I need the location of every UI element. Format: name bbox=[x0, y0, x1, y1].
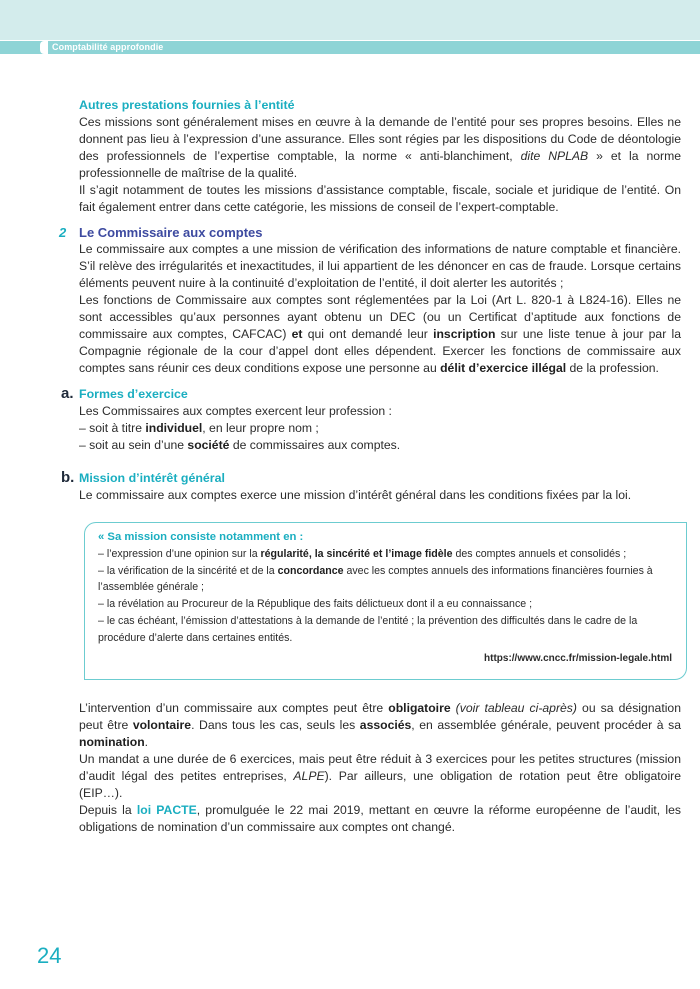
text: sur une liste tenue à jour par la Compagnie régionale de la cour d’appel dont elles dépendent. Exercer les fonctions de commissaire aux comptes sans réunir ces deux conditions expose une personne au bbox=[79, 327, 682, 375]
list-item bbox=[79, 437, 681, 454]
bold-text: et bbox=[291, 327, 303, 341]
intro-block bbox=[79, 97, 681, 216]
page-number: 24 bbox=[37, 943, 62, 968]
subsection-letter: b. bbox=[61, 469, 75, 486]
text: Les fonctions de Commissaire aux comptes sont réglementées par la Loi (Art L. 820-1 à L824-16). Elles ne sont accessibles qu’aux personnes ayant obtenu un DEC (ou un Certificat d’aptitude aux fonctions de commissaire aux comptes, CAFCAC) bbox=[79, 293, 681, 341]
closing-paragraph-1 bbox=[79, 700, 681, 751]
text: . bbox=[144, 735, 149, 750]
text: Depuis la bbox=[79, 803, 137, 818]
text: avec les comptes annuels des informations financières fournies à l’assemblée générale ; bbox=[98, 564, 653, 594]
text: Ces missions sont généralement mises en œuvre à la demande de l’entité pour ses propres besoins. Elles ne donnent pas lieu à l’expression d’une assurance. Elles sont régies par les dispositions du Code de déontologie des professionnels de l’expertise comptable, la norme « anti-blanchiment, bbox=[79, 115, 681, 163]
quote-source-url[interactable]: https://www.cncc.fr/mission-legale.html bbox=[484, 652, 672, 664]
italic-text: (voir tableau ci-après) bbox=[450, 701, 577, 716]
bold-text: régularité, la sincérité et l’image fidèle bbox=[260, 547, 453, 560]
text: Un mandat a une durée de 6 exercices, mais peut être réduit à 3 exercices pour les petites structures (mission d’audit légal des petites entreprises, bbox=[79, 752, 681, 784]
page-content bbox=[59, 97, 682, 836]
text: » et la norme professionnelle de maîtrise de la qualité. bbox=[79, 149, 681, 180]
subsection-a bbox=[61, 385, 681, 454]
bold-text: délit d’exercice illégal bbox=[440, 361, 567, 375]
text: – soit à titre bbox=[79, 421, 146, 435]
subsection-title: Formes d’exercice bbox=[79, 387, 188, 401]
running-header-title: Comptabilité approfondie bbox=[52, 42, 164, 52]
closing-paragraph-3 bbox=[79, 802, 681, 836]
closing-block bbox=[79, 700, 681, 836]
text: des comptes annuels et consolidés ; bbox=[452, 547, 627, 560]
bold-text: inscription bbox=[433, 327, 496, 341]
intro-title: Autres prestations fournies à l’entité bbox=[79, 98, 295, 112]
bold-text: associés bbox=[359, 718, 412, 733]
closing-paragraph-2 bbox=[79, 751, 681, 802]
subsection-b-text: Le commissaire aux comptes exerce une mission d’intérêt général dans les conditions fixées par la loi. bbox=[79, 488, 632, 502]
italic-text: ALPE bbox=[293, 769, 325, 784]
text: – la vérification de la sincérité et de la bbox=[98, 564, 278, 577]
text: ou sa désignation peut être bbox=[79, 701, 681, 733]
subsection-a-intro: Les Commissaires aux comptes exercent leur profession : bbox=[79, 404, 392, 418]
text: , en leur propre nom ; bbox=[202, 421, 319, 435]
bold-text: nomination bbox=[79, 735, 145, 750]
italic-text: dite NPLAB bbox=[520, 149, 589, 163]
section-2-paragraph-2 bbox=[79, 292, 681, 377]
text: – soit au sein d’une bbox=[79, 438, 188, 452]
text: – l’expression d’une opinion sur la bbox=[98, 547, 261, 560]
bold-text: individuel bbox=[145, 421, 203, 435]
intro-paragraph-2: Il s’agit notamment de toutes les missions d’assistance comptable, fiscale, sociale et juridique de l’entité. On fait également entrer dans cette catégorie, les missions de conseil de l’expert-comptable. bbox=[79, 183, 681, 214]
text: ). Par ailleurs, une obligation de rotation peut être obligatoire (EIP…). bbox=[79, 769, 682, 801]
text: de la profession. bbox=[566, 361, 659, 375]
quote-title: « Sa mission consiste notamment en : bbox=[98, 531, 304, 543]
subsection-b bbox=[61, 469, 681, 504]
quote-line: – le cas échéant, l’émission d’attestations à la demande de l’entité ; la prévention des difficultés dans le cadre de la procédure d’alerte dans certaines entités. bbox=[98, 614, 638, 644]
header-tab-notch bbox=[40, 41, 48, 54]
text: L’intervention d’un commissaire aux comptes peut être bbox=[79, 701, 389, 716]
text: , en assemblée générale, peuvent procéder à sa bbox=[411, 718, 681, 733]
section-2-paragraph-1: Le commissaire aux comptes a une mission de vérification des informations de nature comptable et financière. S’il relève des irrégularités et inexactitudes, il lui appartient de les dénoncer en cas de fraude. Lorsque certains éléments peuvent nuire à la continuité d’exploitation de l’entité, il doit alerter les autorités ; bbox=[79, 242, 681, 290]
quote-line bbox=[98, 563, 672, 597]
quote-line bbox=[98, 546, 672, 563]
loi-pacte-highlight: loi PACTE bbox=[136, 803, 197, 818]
section-number: 2 bbox=[59, 225, 67, 240]
quote-box bbox=[84, 522, 687, 680]
section-title: Le Commissaire aux comptes bbox=[79, 225, 263, 240]
quote-line: – la révélation au Procureur de la République des faits délictueux dont il a eu connaissance ; bbox=[98, 598, 533, 611]
text: de commissaires aux comptes. bbox=[229, 438, 401, 452]
text: . Dans tous les cas, seuls les bbox=[191, 718, 360, 733]
subsection-title: Mission d’intérêt général bbox=[79, 471, 225, 485]
intro-paragraph-1 bbox=[79, 114, 681, 182]
bold-text: concordance bbox=[277, 564, 344, 577]
bold-text: obligatoire bbox=[388, 701, 451, 716]
text: , promulguée le 22 mai 2019, mettant en œuvre la réforme européenne de l’audit, les obligations de nomination d’un commissaire aux comptes ont changé. bbox=[79, 803, 681, 835]
subsection-letter: a. bbox=[61, 385, 74, 402]
bold-text: volontaire bbox=[132, 718, 192, 733]
bold-text: société bbox=[187, 438, 230, 452]
list-item bbox=[79, 420, 681, 437]
top-band bbox=[0, 0, 700, 40]
section-2 bbox=[59, 224, 682, 377]
text: qui ont demandé leur bbox=[302, 327, 434, 341]
